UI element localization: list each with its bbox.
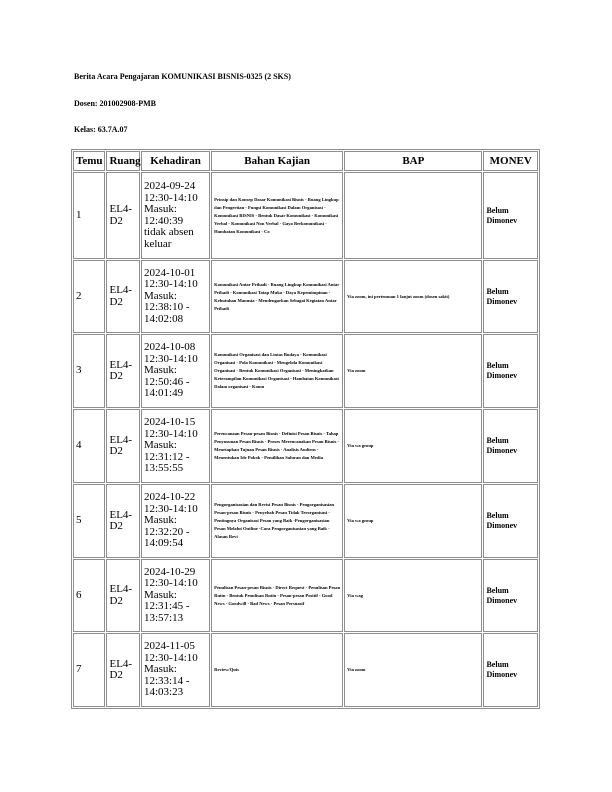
attendance-time-out: tidak absen keluar xyxy=(143,226,194,250)
cell-ruang: EL4-D2 xyxy=(106,633,140,707)
cell-ruang: EL4-D2 xyxy=(106,260,140,333)
cell-temu: 1 xyxy=(73,172,105,259)
cell-kehadiran xyxy=(141,334,210,408)
cell-bahan-kajian: Perencanaan Pesan-pesan Bisnis - Definisi Pesan Bisnis - Tahap Penyusunan Pesan Bisnis - Proses Merencanakan Pesan Bisnis - Menetapkan Tujuan Pesan Bisnis - Analisis Audiens - Menentukan Ide Pokok - Pemilihan Saluran dan Media xyxy=(211,409,343,483)
cell-monev: Belum Dimonev xyxy=(483,484,538,558)
cell-kehadiran xyxy=(141,409,210,483)
table-row xyxy=(73,559,538,632)
attendance-label: Masuk: xyxy=(143,663,177,676)
table-row xyxy=(73,633,538,707)
cell-bahan-kajian: Penulisan Pesan-pesan Bisnis - Direct Request - Penulisan Pesan Rutin - Bentuk Penulisan Rutin - Pesan-pesan Positif - Good News - Goodwill - Bad News - Pesan Persuasif xyxy=(211,559,343,632)
attendance-time-in: 12:32:20 - xyxy=(143,525,190,538)
attendance-label: Masuk: xyxy=(143,364,177,377)
attendance-time-out: 14:02:08 xyxy=(143,312,184,325)
cell-kehadiran xyxy=(141,484,210,558)
attendance-label: Masuk: xyxy=(143,514,177,527)
attendance-time-in: 12:38:10 - xyxy=(143,301,190,314)
class-id: Kelas: 63.7A.07 xyxy=(74,125,128,134)
attendance-label: Masuk: xyxy=(143,439,177,452)
attendance-date: 2024-09-24 xyxy=(143,180,196,192)
attendance-schedule: 12:30-14:10 xyxy=(143,577,198,590)
attendance-time-out: 13:55:55 xyxy=(143,462,184,475)
table-row xyxy=(73,409,538,483)
cell-bap: Via zoom xyxy=(344,334,482,408)
attendance-time-out: 14:01:49 xyxy=(143,387,184,400)
cell-bahan-kajian: Review/Quis xyxy=(211,633,343,707)
attendance-time-in: 12:50:46 - xyxy=(143,375,190,388)
attendance-schedule: 12:30-14:10 xyxy=(143,191,198,204)
attendance-date: 2024-10-15 xyxy=(143,416,196,429)
cell-ruang: EL4-D2 xyxy=(106,409,140,483)
attendance-schedule: 12:30-14:10 xyxy=(143,651,198,664)
document-title: Berita Acara Pengajaran KOMUNIKASI BISNIS-0325 (2 SKS) xyxy=(74,72,291,81)
attendance-time-out: 14:03:23 xyxy=(143,686,184,699)
cell-temu: 2 xyxy=(73,260,105,333)
table-row xyxy=(73,260,538,333)
cell-bap: Via zoom xyxy=(344,633,482,707)
cell-temu: 3 xyxy=(73,334,105,408)
cell-ruang: EL4-D2 xyxy=(106,172,140,259)
table-row xyxy=(73,334,538,408)
attendance-schedule: 12:30-14:10 xyxy=(143,502,198,515)
column-header-temu: Temu xyxy=(73,151,105,171)
cell-temu: 6 xyxy=(73,559,105,632)
column-header-bap: BAP xyxy=(344,151,482,171)
cell-ruang: EL4-D2 xyxy=(106,559,140,632)
table-row xyxy=(73,172,538,259)
attendance-time-in: 12:31:45 - xyxy=(143,600,190,613)
cell-ruang: EL4-D2 xyxy=(106,484,140,558)
cell-monev: Belum Dimonev xyxy=(483,334,538,408)
cell-bahan-kajian: Pengorganisasian dan Revisi Pesan Bisnis - Pengorganisasian Pesan-pesan Bisnis - Penyebab Pesan Tidak Terorganisasi - Pentingnya Organisasi Pesan yang Baik -Pengorganisasian Pesan Melalui Outline -Cara Pengorganisasian yang Baik -Alasan Revi xyxy=(211,484,343,558)
cell-kehadiran xyxy=(141,559,210,632)
table-header-row xyxy=(73,151,538,171)
attendance-time-out: 13:57:13 xyxy=(143,611,184,624)
cell-bahan-kajian: Komunikasi Antar Pribadi - Ruang Lingkup Komunikasi Antar Pribadi - Komunikasi Tatap Muka - Daya Kepemimpinan - Kebutuhan Manusia - Mendengarkan Sebagai Kegiatan Antar Pribadi xyxy=(211,260,343,333)
cell-ruang: EL4-D2 xyxy=(106,334,140,408)
column-header-ruang: Ruang xyxy=(106,151,140,171)
cell-kehadiran xyxy=(141,633,210,707)
attendance-label: Masuk: xyxy=(143,289,177,302)
cell-bap: Via wa group xyxy=(344,409,482,483)
cell-bap xyxy=(344,172,482,259)
attendance-schedule: 12:30-14:10 xyxy=(143,352,198,365)
attendance-date: 2024-10-29 xyxy=(143,565,196,578)
attendance-date: 2024-10-01 xyxy=(143,266,196,279)
attendance-label: Masuk: xyxy=(143,588,177,601)
table-row xyxy=(73,484,538,558)
attendance-label: Masuk: xyxy=(143,203,177,215)
column-header-monev: MONEV xyxy=(483,151,538,171)
column-header-bahan-kajian: Bahan Kajian xyxy=(211,151,343,171)
cell-bahan-kajian: Komunikasi Organisasi dan Lintas Budaya - Komunikasi Organisasi - Pola Komunikasi - Mengelola Komunikasi Organisasi - Bentuk Komunikasi Organisasi - Meningkatkan Keterampilan Komunikasi Organisasi - Hambatan Komunikasi Dalam organisasi - Komu xyxy=(211,334,343,408)
cell-bahan-kajian: Prinsip dan Konsep Dasar Komunikasi Bisnis - Ruang Lingkup dan Pengertian - Fungsi Komunikasi Dalam Organisasi - Komunikasi BISNIS - Bentuk Dasar Komunikasi - Komunikasi Verbal - Komunikasi Non Verbal - Gaya Berkomunikasi - Hambatan Komunikasi - Co xyxy=(211,172,343,259)
cell-bap: Via wa group xyxy=(344,484,482,558)
attendance-time-out: 14:09:54 xyxy=(143,537,184,550)
attendance-date: 2024-11-05 xyxy=(143,640,195,653)
cell-monev: Belum Dimonev xyxy=(483,260,538,333)
attendance-schedule: 12:30-14:10 xyxy=(143,427,198,440)
attendance-date: 2024-10-08 xyxy=(143,341,196,354)
cell-temu: 4 xyxy=(73,409,105,483)
cell-monev: Belum Dimonev xyxy=(483,172,538,259)
column-header-kehadiran: Kehadiran xyxy=(141,151,210,171)
attendance-time-in: 12:40:39 xyxy=(143,214,184,227)
cell-bap: Via wag xyxy=(344,559,482,632)
attendance-time-in: 12:33:14 - xyxy=(143,674,190,687)
cell-monev: Belum Dimonev xyxy=(483,633,538,707)
lecturer-id: Dosen: 201002908-PMB xyxy=(74,99,156,108)
cell-monev: Belum Dimonev xyxy=(483,559,538,632)
attendance-schedule: 12:30-14:10 xyxy=(143,278,198,291)
cell-kehadiran xyxy=(141,260,210,333)
cell-temu: 7 xyxy=(73,633,105,707)
cell-monev: Belum Dimonev xyxy=(483,409,538,483)
cell-temu: 5 xyxy=(73,484,105,558)
attendance-time-in: 12:31:12 - xyxy=(143,450,190,463)
cell-bap: Via zoom, ini pertemuan 1 lanjut zoom (dosen sakit) xyxy=(344,260,482,333)
attendance-date: 2024-10-22 xyxy=(143,491,196,504)
teaching-report-table xyxy=(71,149,540,709)
cell-kehadiran xyxy=(141,172,210,259)
